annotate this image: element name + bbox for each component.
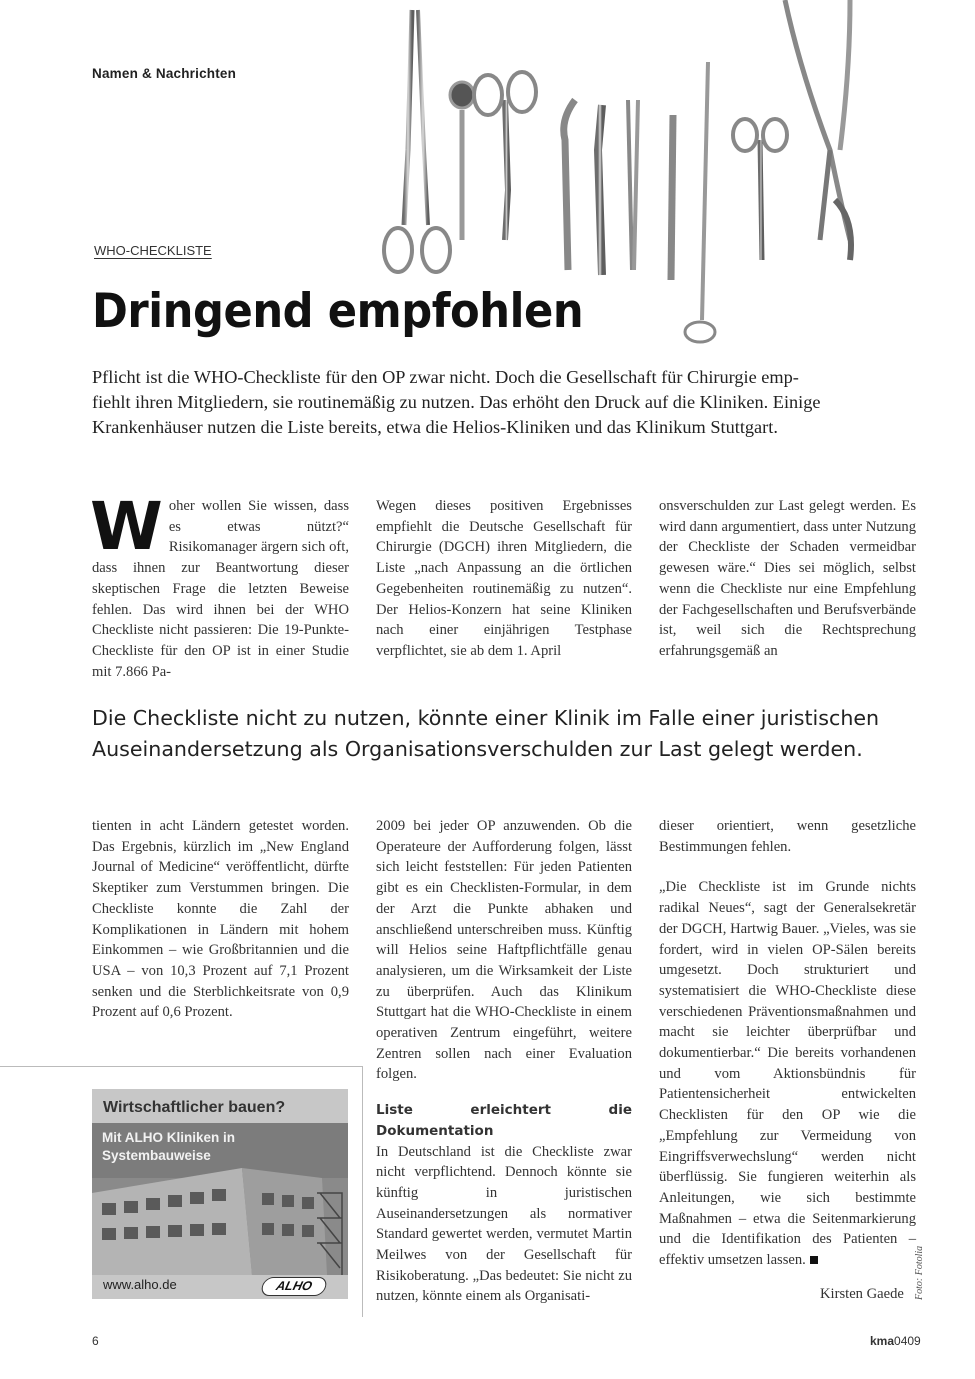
article-kicker: WHO-CHECKLISTE [94, 243, 212, 258]
pull-quote [92, 703, 892, 765]
alho-logo: ALHO [260, 1277, 329, 1296]
lead-line: fiehlt ihren Mitgliedern, sie routinemäßig zu nutzen. Das erhöht den Druck auf die Kliniken. Einige [92, 392, 821, 412]
ad-subtitle [102, 1129, 235, 1165]
lead-line: Krankenhäuser nutzen die Liste bereits, etwa die Helios-Kliniken und das Klinikum Stuttgart. [92, 417, 778, 437]
ad-url-link[interactable]: www.alho.de [103, 1277, 177, 1292]
magazine-brand: kma [870, 1334, 895, 1348]
ad-title: Wirtschaftlicher bauen? [103, 1099, 286, 1116]
article-lead [92, 365, 862, 440]
column-3-top: onsverschulden zur Last gelegt werden. Es wird dann argumentiert, dass unter Nutzung der Checkliste der Schaden vermeidbar gewesen wäre.“ Dies sei möglich, selbst wenn die Checkliste nur eine Empfehlung der Fachgesellschaften und Berufsverbände ist, weil sich die Rechtsprechung erfahrungsgemäß an [659, 498, 916, 659]
author-name: Kirsten Gaede [820, 1286, 904, 1302]
section-label: Namen & Nachrichten [92, 66, 237, 81]
drop-cap: W [90, 488, 163, 565]
column-2-bottom [376, 816, 632, 1307]
lead-line: Pflicht ist die WHO-Checkliste für den OP zwar nicht. Doch die Gesellschaft für Chirurgie emp- [92, 367, 799, 387]
ad-subtitle-line: Systembauweise [102, 1148, 211, 1163]
magazine-issue: 0409 [894, 1334, 921, 1348]
column-2-top: Wegen dieses positiven Ergebnisses empfiehlt die Deutsche Gesellschaft für Chirurgie (DGCH) ihren Mitgliedern, die Liste „nach Anpassung an die örtlichen Gegebenheiten routinemäßig zu nutzen“. Der Helios-Konzern hat seine Kliniken nach einer einjährigen Testphase verpflichtet, sie ab dem 1. April [376, 498, 632, 659]
body-text: dieser orientiert, wenn gesetzliche Bestimmungen fehlen. [659, 818, 916, 855]
body-text: 2009 bei jeder OP anzuwenden. Ob die Operateure der Aufforderung folgen, lässt sich leicht feststellen: Für jeden Patienten gibt es ein Checklisten-Formular, in dem der Arzt die Punkte abhaken und anschließend unterschreiben muss. Künftig will Helios seine Haftpflichtfälle genau analysieren, um die Wirksamkeit der Liste zu überprüfen. Auch das Klinikum Stuttgart hat die WHO-Checkliste in einem operativen Zentrum eingeführt, weitere Zentren sollen nach einer Evaluation folgen. [376, 818, 632, 1083]
body-text: oher wollen Sie wissen, dass es etwas nützt?“ Risikomanager ärgern sich oft, dass ihnen zur Beantwortung dieser skeptischen Frage die letzten Beweise fehlen. Das wird ihnen bei der WHO Checkliste nicht passieren: Die 19-Punkte-Checkliste für den OP ist in einer Studie mit 7.866 Pa- [92, 498, 349, 680]
body-text [659, 877, 916, 1270]
ad-subtitle-line: Mit ALHO Kliniken in [102, 1130, 235, 1145]
body-text: In Deutschland ist die Checkliste zwar nicht verpflichtend. Dennoch könnte sie künftig in juristischen Auseinandersetzungen als normativer Standard gewertet werden, vermutet Martin Meilwes von der Gesellschaft für Risikoberatung. „Das bedeutet: Sie nicht zu nutzen, könnte einem als Organisati- [376, 1143, 632, 1305]
column-3-bottom [659, 816, 916, 1271]
photo-credit: Foto: Fotolia [914, 1245, 925, 1300]
end-mark-icon [810, 1256, 818, 1264]
ad-image-panel [92, 1123, 348, 1275]
column-1-bottom: tienten in acht Ländern getestet worden. Das Ergebnis, kürzlich im „New England Journal of Medicine“ veröffentlicht, dürfte Skeptiker zum Verstummen bringen. Die Checkliste konnte die Zahl der Komplikationen in Ländern mit hohem Einkommen – wie Großbritannien und die USA – von 10,3 Prozent auf 7,1 Prozent senken und die Sterblichkeitsrate von 0,9 Prozent auf 0,6 Prozent. [92, 818, 349, 1021]
page-number: 6 [92, 1334, 99, 1348]
subheading: Liste erleichtert die Dokumentation [376, 1102, 632, 1139]
alho-advertisement[interactable] [92, 1089, 348, 1299]
pull-quote-line: Auseinandersetzung als Organisationsverschulden zur Last gelegt werden. [92, 737, 863, 761]
column-1-top [90, 488, 349, 682]
pull-quote-line: Die Checkliste nicht zu nutzen, könnte einer Klinik im Falle einer juristischen [92, 706, 880, 730]
article-headline: Dringend empfohlen [92, 284, 584, 339]
body-text-span: „Die Checkliste ist im Grunde nichts radikal Neues“, sagt der Generalsekretär der DGCH, Hartwig Bauer. „Vieles, was sie fordert, wird in vielen OP-Sälen bereits umgesetzt. Doch strukturiert und systematisiert die WHO-Checkliste diese verschiedenen Präventionsmaßnahmen und macht sie leichter überprüfbar und dokumentierbar.“ Die bereits vorhandenen und vom Aktionsbündnis für Patientensicherheit entwickelten Checklisten für den OP wie die „Empfehlung zur Vermeidung von Eingriffsverwechslung“ werden nicht überflüssig. Sie fungieren weiterhin als Anleitungen, wie sich bestimmte Maßnahmen – etwa die Seitenmarkierung und die Identifikation des Patienten – effektiv umsetzen lassen. [659, 879, 916, 1269]
magazine-footer [870, 1334, 921, 1348]
